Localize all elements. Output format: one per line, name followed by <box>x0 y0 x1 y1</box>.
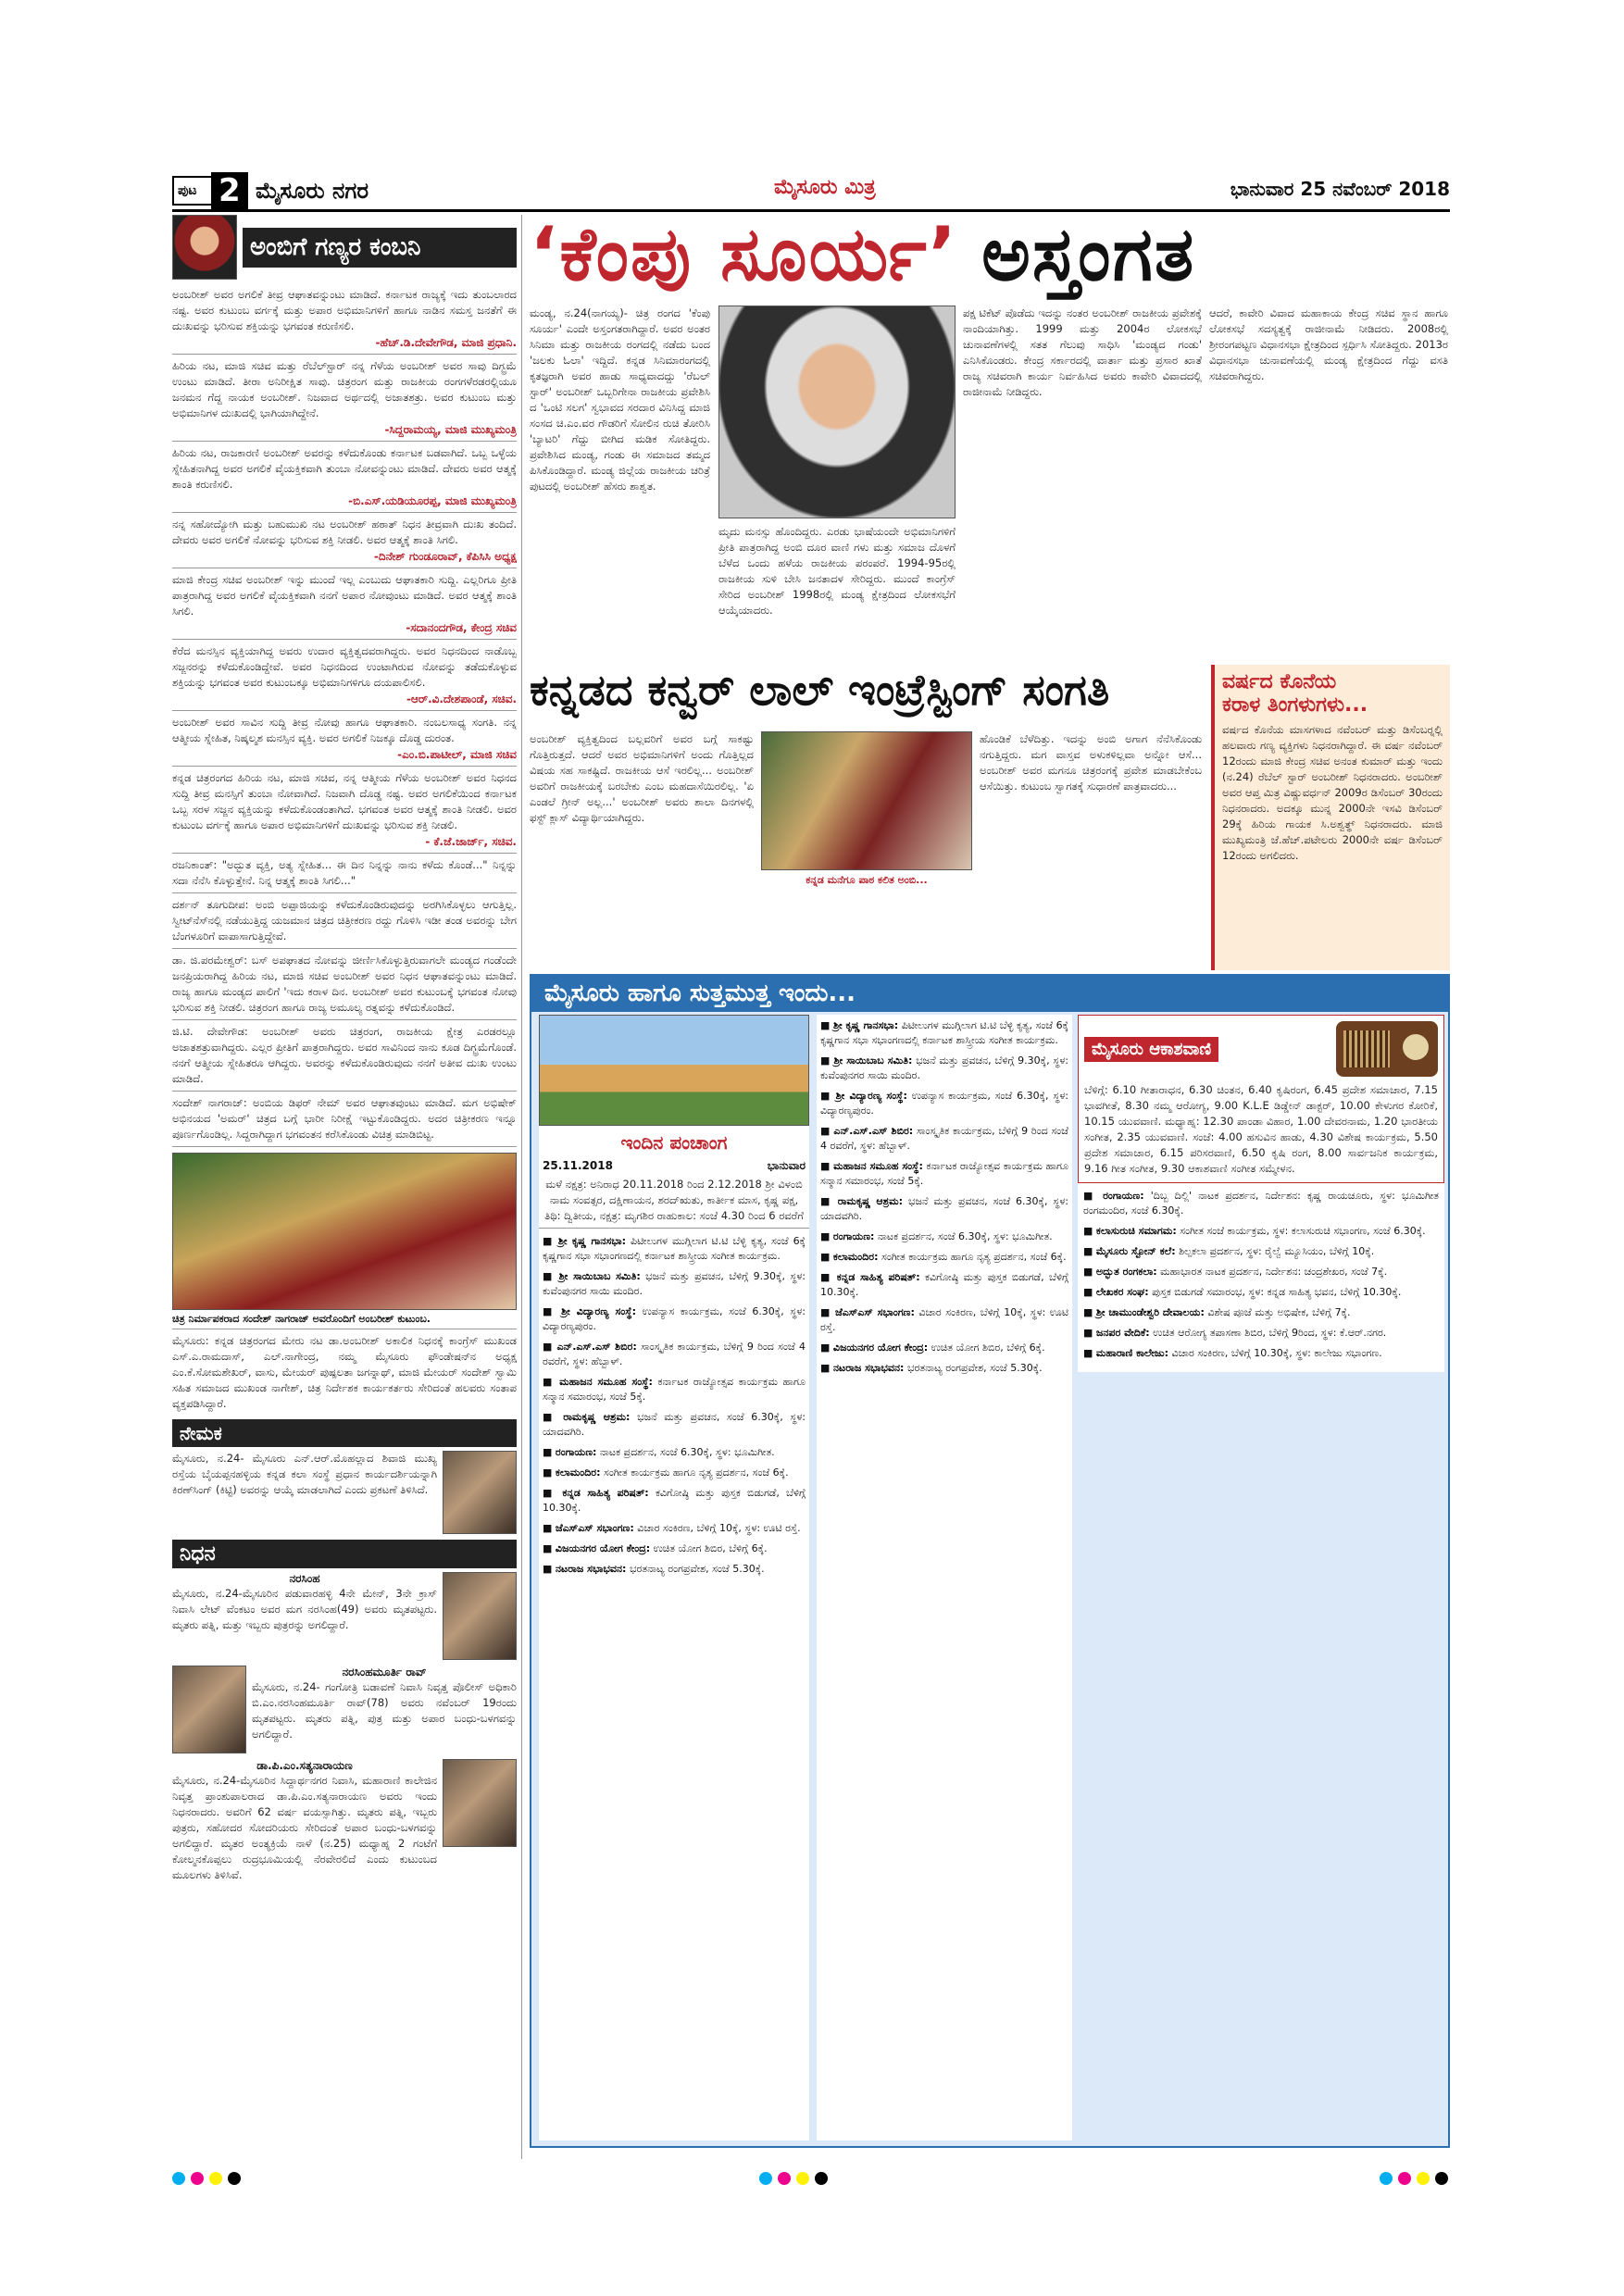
event-text: ಕವಿಗೋಷ್ಠಿ ಮತ್ತು ಪುಸ್ತಕ ಬಿಡುಗಡೆ, ಬೆಳಿಗ್ಗೆ 10.30ಕ್ಕೆ. <box>820 1271 1069 1298</box>
events-column-2 <box>817 1015 1072 2140</box>
event-heading: ಕಲಾಮಂದಿರ: <box>555 1466 601 1479</box>
event-heading: ಕನ್ನಡ ಸಾಹಿತ್ಯ ಪರಿಷತ್: <box>562 1487 649 1499</box>
tribute-item <box>172 711 517 767</box>
radio-column <box>1078 1015 1444 2140</box>
lead-col-d: ಆದರೆ, ಕಾವೇರಿ ವಿವಾದ ಮಹಾಕಾಯ ಕೇಂದ್ರ ಸಚಿವ ಸ್ಥಾನ ಹಾಗೂ ಲೋಕಸಭೆ ಸದಸ್ಯತ್ವಕ್ಕೆ ರಾಜೀನಾಮೆ ನೀಡಿದರು. 2008ರಲ್ಲಿ ಶ್ರೀರಂಗಪಟ್ಟಣ ವಿಧಾನಸಭಾ ಕ್ಷೇತ್ರದಿಂದ ಸ್ಪರ್ಧಿಸಿ ಸೋತಿದ್ದರು. 2013ರ ವಿಧಾನಸಭಾ ಚುನಾವಣೆಯಲ್ಲಿ ಮಂಡ್ಯ ಕ್ಷೇತ್ರದಿಂದ ಗೆದ್ದು ವಸತಿ ಸಚಿವರಾಗಿದ್ದರು. <box>1209 306 1448 382</box>
event-heading: ಜೆಎಸ್‍ಎಸ್ ಸಭಾಂಗಣ: <box>834 1306 915 1318</box>
obituary-2-photo <box>172 1666 246 1753</box>
tribute-text: ಕನ್ನಡ ಚಿತ್ರರಂಗದ ಹಿರಿಯ ನಟ, ಮಾಜಿ ಸಚಿವ, ನನ್ನ ಆತ್ಮೀಯ ಗೆಳೆಯ ಅಂಬರೀಶ್ ಅವರ ನಿಧನದ ಸುದ್ದಿ ತೀವ್ರ ಮನಸ್ಸಿಗೆ ತುಂಬಾ ನೋವಾಗಿದೆ. ನಿಜವಾಗಿ ದೊಡ್ಡ ನಷ್ಟ. ಅವರ ಅಗಲಿಕೆಯಿಂದ ಕರ್ನಾಟಕ ಒಬ್ಬ ಸರಳ ಸಜ್ಜನ ವ್ಯಕ್ತಿಯನ್ನು ಕಳೆದುಕೊಂಡಂತಾಗಿದೆ. ಭಗವಂತ ಅವರ ಆತ್ಮಕ್ಕೆ ಶಾಂತಿ ನೀಡಲಿ. ಅವರ ಕುಟುಂಬ ವರ್ಗಕ್ಕೆ ಹಾಗೂ ಅಪಾರ ಅಭಿಮಾನಿಗಳಿಗೆ ದುಃಖವನ್ನು ಭರಿಸುವ ಶಕ್ತಿ ನೀಡಲಿ. <box>172 771 517 831</box>
event-text: ಶಿಲ್ಪಕಲಾ ಪ್ರದರ್ಶನ, ಸ್ಥಳ: ರೈಲ್ವೆ ಮ್ಯೂಸಿಯಂ, ಬೆಳಿಗ್ಗೆ 10ಕ್ಕೆ. <box>1179 1245 1375 1257</box>
event-heading: ವಿಜಯನಗರ ಯೋಗ ಕೇಂದ್ರ: <box>555 1542 651 1554</box>
tribute-item <box>172 767 517 854</box>
obituary-2-name: ನರಸಿಂಹಮೂರ್ತಿ ರಾವ್ <box>342 1666 427 1678</box>
story2-headline: ಕನ್ನಡದ ಕನ್ವರ್ ಲಾಲ್ ಇಂಟ್ರೆಸ್ಟಿಂಗ್ ಸಂಗತಿ <box>530 665 1110 715</box>
tribute-text: ದರ್ಶನ್ ತೂಗುದೀಪ: ಅಂಬಿ ಅಪ್ಪಾಜಿಯನ್ನು ಕಳೆದುಕೊಂಡಿರುವುದನ್ನು ಅರಗಿಸಿಕೊಳ್ಳಲು ಆಗುತ್ತಿಲ್ಲ. ಸ್ವೀಟ್‍ನೆಸ್‍ನಲ್ಲಿ ನಡೆಯುತ್ತಿದ್ದ ಯಜಮಾನ ಚಿತ್ರದ ಚಿತ್ರೀಕರಣ ರದ್ದು ಗೊಳಿಸಿ ಇಡೀ ತಂಡ ಅವರನ್ನು ಬೇಗ ಬೆಂಗಳೂರಿಗೆ ವಾಪಾಸಾಗುತ್ತಿದ್ದೇವೆ. <box>172 898 517 942</box>
tribute-item <box>172 1092 517 1147</box>
event-heading: ರಂಗಾಯಣ: <box>832 1230 875 1242</box>
event-text: ಕವಿಗೋಷ್ಠಿ ಮತ್ತು ಪುಸ್ತಕ ಬಿಡುಗಡೆ, ಬೆಳಿಗ್ಗೆ 10.30ಕ್ಕೆ. <box>543 1487 806 1514</box>
nemaka-title: ನೇಮಕ <box>172 1419 517 1447</box>
page-number-box <box>172 172 248 209</box>
masthead: ಮೈಸೂರು ಮಿತ್ರ <box>774 176 876 199</box>
tribute-item <box>172 355 517 442</box>
left-column <box>172 215 517 2159</box>
event-heading: ಮಹಾರಾಣಿ ಕಾಲೇಜು: <box>1095 1347 1169 1359</box>
registration-dot <box>1417 2172 1430 2185</box>
tribute-item <box>172 949 517 1020</box>
lead-col-c: ಪಕ್ಷ ಟಿಕೆಟ್ ಪೊಡೆದು ಇದನ್ನು ನಂತರ ಅಂಬರೀಶ್ ರಾಜಕೀಯ ಪ್ರವೇಶಕ್ಕೆ ನಾಂದಿಯಾಗಿತ್ತು. 1999 ಮತ್ತು 2004ರ ಲೋಕಸಭೆ ಚುನಾವಣೆಗಳಲ್ಲಿ ಸತತ ಗೆಲುವು ಸಾಧಿಸಿ 'ಮಂಡ್ಯದ ಗಂಡು' ಎನಿಸಿಕೊಂಡರು. ಕೇಂದ್ರ ಸರ್ಕಾರದಲ್ಲಿ ವಾರ್ತಾ ಮತ್ತು ಪ್ರಸಾರ ಖಾತೆ ರಾಜ್ಯ ಸಚಿವರಾಗಿ ಕಾರ್ಯ ನಿರ್ವಹಿಸಿದ ಅವರು ಕಾವೇರಿ ವಿವಾದದಲ್ಲಿ ರಾಜೀನಾಮೆ ನೀಡಿದ್ದರು. <box>963 306 1202 398</box>
event-heading: ರಂಗಾಯಣ: <box>555 1446 597 1458</box>
event-heading: ರಾಮಕೃಷ್ಣ ಆಶ್ರಮ: <box>837 1195 904 1207</box>
tribute-text: ರಜನಿಕಾಂತ್: "ಅದ್ಭುತ ವ್ಯಕ್ತಿ, ಅತ್ಯ ಸ್ನೇಹಿತ... ಈ ದಿನ ನಿನ್ನನ್ನು ನಾನು ಕಳೆದು ಕೊಂಡೆ..." ನಿನ್ನನ್ನು ಸದಾ ನೆನೆಸಿ ಕೊಳ್ಳುತ್ತೇನೆ. ನಿನ್ನ ಆತ್ಮಕ್ಕೆ ಶಾಂತಿ ಸಿಗಲಿ..." <box>172 858 517 887</box>
tribute-item <box>172 283 517 355</box>
story2-text-b: ಹೊಂಡಿಕೆ ಬೆಳೆದಿತ್ತು. ಇದನ್ನು ಅಂಬಿ ಅಗಾಗ ನೆನೆಸಿಕೊಂಡು ನಗುತ್ತಿದ್ದರು. ಮಗ ವಾಸ್ತವ ಅಳುಕಳಿಲ್ಲವಾ ಅನ್ನೋ ಆಸೆ... ಅಂಬರೀಶ್ ಅವರ ಮಗನೂ ಚಿತ್ರರಂಗಕ್ಕೆ ಪ್ರವೇಶ ಮಾಡಬೇಕೆಂಬ ಆಸೆಯಿತ್ತು. ಕುಟುಂಬ ಸ್ವಾಗತಕ್ಕೆ ಸುಧಾರಣೆ ಪಾತ್ರವಾದರು... <box>980 732 1202 792</box>
tribute-item <box>172 893 517 949</box>
column-divider <box>521 215 522 2159</box>
tributes-list <box>172 283 517 1147</box>
registration-marks-right <box>1380 2171 1454 2189</box>
radio-schedule: ಬೆಳಿಗ್ಗೆ: 6.10 ಗೀತಾರಾಧನ, 6.30 ಚಿಂತನ, 6.40 ಕೃಷಿರಂಗ, 6.45 ಪ್ರದೇಶ ಸಮಾಚಾರ, 7.15 ಭಾವಗೀತೆ, 8.30 ನಮ್ಮ ಆರೋಗ್ಯ, 9.00 K.L.E ಡಿಡ್ಡೇನ್ ಡಾಕ್ಟರ್, 10.00 ಕೇಳುಗರ ಕೋರಿಕೆ, 10.15 ಯುವವಾಣಿ. ಮಧ್ಯಾಹ್ನ: 12.30 ಪಾಂಡಾ ವಿಹಾರ, 1.00 ದೇವರನಾಮ, 1.20 ಭಾರತೀಯ ಸಂಗೀತ, 2.35 ಯುವವಾಣಿ. ಸಂಜೆ: 4.00 ಹಸುವಿನ ಹಾಡು, 4.30 ವಿಶೇಷ ಕಾರ್ಯಕ್ರಮ, 5.50 ಪ್ರದೇಶ ಸಮಾಚಾರ, 6.15 ಪರಿಸರವಾಣಿ, 6.50 ಕೃಷಿ ರಂಗ, 8.00 ಸಾರ್ವಜನಿಕ ಕಾರ್ಯಕ್ರಮ, 9.16 ಗೀತ ಸಂಗೀತ, 9.30 ಆಕಾಶವಾಣಿ ಸಂಗೀತ ಸಮ್ಮೇಳನ. <box>1084 1083 1438 1175</box>
event-text: ನಾಟಕ ಪ್ರದರ್ಶನ, ಸಂಜೆ 6.30ಕ್ಕೆ, ಸ್ಥಳ: ಭೂಮಿಗೀತ. <box>877 1230 1053 1242</box>
event-item: ■ ಜೆಎಸ್‍ಎಸ್ ಸಭಾಂಗಣ: ವಿಚಾರ ಸಂಕಿರಣ, ಬೆಳಿಗ್ಗೆ 10ಕ್ಕೆ, ಸ್ಥಳ: ಊಟಿ ರಸ್ತೆ. <box>820 1306 1069 1333</box>
page-word: ಪುಟ <box>178 183 197 198</box>
event-item: ■ ಮಹಾರಾಣಿ ಕಾಲೇಜು: ವಿಚಾರ ಸಂಕಿರಣ, ಬೆಳಿಗ್ಗೆ 10.30ಕ್ಕೆ, ಸ್ಥಳ: ಕಾಲೇಜು ಸಭಾಂಗಣ. <box>1083 1347 1382 1359</box>
registration-dot <box>778 2172 791 2185</box>
section-title: ಮೈಸೂರು ನಗರ <box>256 178 369 204</box>
panchanga-weekday: ಭಾನುವಾರ <box>767 1159 806 1172</box>
event-heading: ರಾಮಕೃಷ್ಣ ಆಶ್ರಮ: <box>563 1411 631 1423</box>
event-text: ಸಾಂಸ್ಕೃತಿಕ ಕಾರ್ಯಕ್ರಮ, ಬೆಳಿಗ್ಗೆ 9 ರಿಂದ ಸಂಜೆ 4 ರವರೆಗೆ, ಸ್ಥಳ: ಹೆಬ್ಬಾಳ್. <box>543 1341 806 1367</box>
event-heading: ನಟರಾಜ ಸಭಾಭವನ: <box>832 1362 905 1374</box>
registration-dot <box>1380 2172 1393 2185</box>
registration-dot <box>1398 2172 1411 2185</box>
event-heading: ಶ್ರೀ ಕೃಷ್ಣ ಗಾನಸಭಾ: <box>557 1235 627 1247</box>
radio-box <box>1078 1015 1444 1183</box>
obituary-1-text: ಮೈಸೂರು, ನ.24-ಮೈಸೂರಿನ ಪಡುವಾರಹಳ್ಳಿ 4ನೇ ಮೇನ್, 3ನೇ ಕ್ರಾಸ್ ನಿವಾಸಿ ಲೇಟ್ ವೆಂಕಟಂ ಅವರ ಮಗ ನರಸಿಂಹ(49) ಅವರು ಮೃತಪಟ್ಟರು. ಮೃತರು ಪತ್ನಿ, ಮತ್ತು ಇಬ್ಬರು ಪುತ್ರರನ್ನು ಅಗಲಿದ್ದಾರೆ. <box>172 1587 437 1631</box>
event-item: ■ ಕಲಾಸುರುಚಿ ಸಮಾಗಮ: ಸಂಗೀತ ಸಂಜೆ ಕಾರ್ಯಕ್ರಮ, ಸ್ಥಳ: ಕಲಾಸುರುಚಿ ಸಭಾಂಗಣ, ಸಂಜೆ 6.30ಕ್ಕೆ. <box>1083 1225 1426 1237</box>
event-text: ಮಹಾಭಾರತ ನಾಟಕ ಪ್ರದರ್ಶನ, ನಿರ್ದೇಶನ: ಚಂದ್ರಶೇಖರ, ಸಂಜೆ 7ಕ್ಕೆ. <box>1160 1266 1388 1278</box>
event-item: ■ ಲೇಖಕರ ಸಂಘ: ಪುಸ್ತಕ ಬಿಡುಗಡೆ ಸಮಾರಂಭ, ಸ್ಥಳ: ಕನ್ನಡ ಸಾಹಿತ್ಯ ಭವನ, ಬೆಳಿಗ್ಗೆ 10.30ಕ್ಕೆ. <box>1083 1286 1402 1298</box>
event-text: ವಿಚಾರ ಸಂಕಿರಣ, ಬೆಳಿಗ್ಗೆ 10ಕ್ಕೆ, ಸ್ಥಳ: ಊಟಿ ರಸ್ತೆ. <box>820 1306 1069 1333</box>
tribute-text: ಸಂದೇಶ್ ನಾಗರಾಜ್: ಅಂಬಿಯ ಡಿಫರ್ ನೇಮ್ ಅವರ ಆಘಾತವುಂಟು ಮಾಡಿದೆ. ಮಗ ಅಭಿಷೇಕ್ ಅಭಿನಯದ 'ಅಮರ್' ಚಿತ್ರದ ಬಗ್ಗೆ ಭಾರೀ ನಿರೀಕ್ಷೆ ಇಟ್ಟುಕೊಂಡಿದ್ದರು. ಅದರ ಚಿತ್ರೀಕರಣ ಇನ್ನೂ ಪೂರ್ಣಗೊಂಡಿಲ್ಲ. ಸಿದ್ದರಾಗಿದ್ದಾಗ ಭಗವಂತನ ಕರೆಸಿಕೊಂಡು ವಿಚಿತ್ರ ಮಾಡಿಬಿಟ್ಟ. <box>172 1096 517 1141</box>
event-heading: ಶ್ರೀ ಚಾಮುಂಡೇಶ್ವರಿ ದೇವಾಲಯ: <box>1095 1306 1205 1318</box>
story2-photo <box>761 731 972 870</box>
obituary-3-name: ಡಾ.ಪಿ.ಎಂ.ಸತ್ಯನಾರಾಯಣ <box>256 1759 353 1772</box>
varsha-title-a: ವರ್ಷದ ಕೊನೆಯ <box>1222 670 1337 693</box>
event-heading: ಮೈಸೂರು ಸ್ಟೋನ್ ಕಲೆ: <box>1095 1245 1176 1257</box>
registration-marks-left <box>172 2171 246 2189</box>
tribute-item <box>172 640 517 711</box>
event-text: ಭಜನೆ ಮತ್ತು ಪ್ರವಚನ, ಸಂಜೆ 6.30ಕ್ಕೆ, ಸ್ಥಳ: ಯಾದವಗಿರಿ. <box>543 1411 806 1438</box>
panchanga-title: ಇಂದಿನ ಪಂಚಾಂಗ <box>620 1131 728 1154</box>
event-item: ■ ರಂಗಾಯಣ: ನಾಟಕ ಪ್ರದರ್ಶನ, ಸಂಜೆ 6.30ಕ್ಕೆ, ಸ್ಥಳ: ಭೂಮಿಗೀತ. <box>543 1446 775 1458</box>
lead-col-b: ಮೃದು ಮನಸ್ಸು ಹೊಂದಿದ್ದರು. ಎರಡು ಭಾಷೆಯಂದೇ ಅಭಿಮಾನಿಗಳಿಗೆ ಪ್ರೀತಿ ಪಾತ್ರರಾಗಿದ್ದ ಅಂಬಿ ದೂರ ವಾಣಿ ಗಳು ಮತ್ತು ಸಮಾಜ ದೊಳಗೆ ಬೆಳೆದ ಒಂದು ಹಳೆಯ ರಾಜಕೀಯ ಪರಂಪರೆ. 1994-95ರಲ್ಲಿ ರಾಜಕೀಯ ಸುಳಿ ಬೇಸಿ ಜನತಾದಳ ಸೇರಿದ್ದರು. ಮುಂದೆ ಕಾಂಗ್ರೆಸ್ ಸೇರಿದ ಅಂಬರೀಶ್ 1998ರಲ್ಲಿ ಮಂಡ್ಯ ಕ್ಷೇತ್ರದಿಂದ ಲೋಕಸಭೆಗೆ ಆಯ್ಕೆಯಾದರು. <box>718 525 956 617</box>
event-text: ಸಾಂಸ್ಕೃತಿಕ ಕಾರ್ಯಕ್ರಮ, ಬೆಳಿಗ್ಗೆ 9 ರಿಂದ ಸಂಜೆ 4 ರವರೆಗೆ, ಸ್ಥಳ: ಹೆಬ್ಬಾಳ್. <box>820 1125 1068 1152</box>
event-item: ■ ಎನ್.ಎಸ್.ಎಸ್ ಶಿಬಿರ: ಸಾಂಸ್ಕೃತಿಕ ಕಾರ್ಯಕ್ರಮ, ಬೆಳಿಗ್ಗೆ 9 ರಿಂದ ಸಂಜೆ 4 ರವರೆಗೆ, ಸ್ಥಳ: ಹೆಬ್ಬಾಳ್. <box>543 1341 806 1367</box>
registration-dot <box>759 2172 772 2185</box>
event-heading: ಮಹಾಜನ ಸಮೂಹ ಸಂಸ್ಥೆ: <box>833 1160 923 1172</box>
ambarish-portrait <box>172 215 237 280</box>
lead-headline-quote: ‘ಕೆಂಪು ಸೂರ್ಯ’ <box>530 211 959 297</box>
event-item: ■ ಕನ್ನಡ ಸಾಹಿತ್ಯ ಪರಿಷತ್: ಕವಿಗೋಷ್ಠಿ ಮತ್ತು ಪುಸ್ತಕ ಬಿಡುಗಡೆ, ಬೆಳಿಗ್ಗೆ 10.30ಕ್ಕೆ. <box>543 1487 806 1514</box>
event-item: ■ ನಟರಾಜ ಸಭಾಭವನ: ಭರತನಾಟ್ಯ ರಂಗಪ್ರವೇಶ, ಸಂಜೆ 5.30ಕ್ಕೆ. <box>543 1563 765 1575</box>
event-text: ಸಂಗೀತ ಕಾರ್ಯಕ್ರಮ ಹಾಗೂ ನೃತ್ಯ ಪ್ರದರ್ಶನ, ಸಂಜೆ 6ಕ್ಕೆ. <box>881 1251 1067 1263</box>
radio-icon <box>1336 1021 1438 1077</box>
tribute-text: ಕೆರೆದ ಮನಸ್ಸಿನ ವ್ಯಕ್ತಿಯಾಗಿದ್ದ ಅವರು ಉದಾರ ವ್ಯಕ್ತಿತ್ವದವರಾಗಿದ್ದರು. ಅವರ ನಿಧನದಿಂದ ನಾಡೊಬ್ಬ ಸಜ್ಜನರನ್ನು ಕಳೆದುಕೊಂಡಿದ್ದೇವೆ. ಅವರ ನಿಧನದಿಂದ ಉಂಟಾಗಿರುವ ನೋವನ್ನು ತಡೆದುಕೊಳ್ಳುವ ಶಕ್ತಿಯನ್ನು ಭಗವಂತ ಅವರ ಕುಟುಂಬಕ್ಕೂ ಅಭಿಮಾನಿಗಳಿಗೂ ದಯಪಾಲಿಸಲಿ. <box>172 644 517 689</box>
event-heading: ಲೇಖಕರ ಸಂಘ: <box>1095 1286 1149 1298</box>
varsha-text: ವರ್ಷದ ಕೊನೆಯ ಮಾಸಗಳಾದ ನವೆಂಬರ್ ಮತ್ತು ಡಿಸೆಂಬರ್‍ನಲ್ಲಿ ಹಲವಾರು ಗಣ್ಯ ವ್ಯಕ್ತಿಗಳು ನಿಧನರಾಗಿದ್ದಾರೆ. ಈ ವರ್ಷ ನವೆಂಬರ್ 12ರಂದು ಮಾಜಿ ಕೇಂದ್ರ ಸಚಿವ ಅನಂತ ಕುಮಾರ್ ಮತ್ತು ಇಂದು (ನ.24) ರೆಬೆಲ್ ಸ್ಟಾರ್ ಅಂಬರೀಶ್ ನಿಧನರಾದರು. ಅಂಬರೀಶ್ ಅವರ ಆಪ್ತ ಮಿತ್ರ ವಿಷ್ಣುವರ್ಧನ್ 2009ರ ಡಿಸೆಂಬರ್ 30ರಂದು ನಿಧನರಾದರು. ಅದಕ್ಕೂ ಮುನ್ನ 2000ನೇ ಇಸವಿ ಡಿಸೆಂಬರ್ 29ಕ್ಕೆ ಹಿರಿಯ ಗಾಯಕ ಸಿ.ಅಶ್ವತ್ಥ್ ನಿಧನರಾದರು. ಮಾಜಿ ಮುಖ್ಯಮಂತ್ರಿ ಜೆ.ಹೆಚ್.ಪಟೇಲರು 2000ನೇ ವರ್ಷ ಡಿಸೆಂಬರ್ 12ರಂದು ಅಗಲಿದರು. <box>1222 723 1443 862</box>
radio-title: ಮೈಸೂರು ಆಕಾಶವಾಣಿ <box>1084 1037 1218 1062</box>
event-item: ■ ನಟರಾಜ ಸಭಾಭವನ: ಭರತನಾಟ್ಯ ರಂಗಪ್ರವೇಶ, ಸಂಜೆ 5.30ಕ್ಕೆ. <box>820 1362 1043 1374</box>
registration-dot <box>191 2172 204 2185</box>
event-text: ಭಜನೆ ಮತ್ತು ಪ್ರವಚನ, ಬೆಳಿಗ್ಗೆ 9.30ಕ್ಕೆ, ಸ್ಥಳ: ಕುವೆಂಪುನಗರ ಸಾಯಿ ಮಂದಿರ. <box>543 1270 806 1297</box>
page-header <box>172 172 1450 209</box>
event-item: ■ ಅದ್ಭುತ ರಂಗಕಲಾ: ಮಹಾಭಾರತ ನಾಟಕ ಪ್ರದರ್ಶನ, ನಿರ್ದೇಶನ: ಚಂದ್ರಶೇಖರ, ಸಂಜೆ 7ಕ್ಕೆ. <box>1083 1266 1388 1278</box>
event-item: ■ ರಂಗಾಯಣ: 'ದಿಬ್ಬ ದಿಲ್ಲಿ' ನಾಟಕ ಪ್ರದರ್ಶನ, ನಿರ್ದೇಶನ: ಕೃಷ್ಣ ರಾಯಚೂರು, ಸ್ಥಳ: ಭೂಮಿಗೀತ ರಂಗಮಂದಿರ, ಸಂಜೆ 6.30ಕ್ಕೆ. <box>1083 1190 1440 1217</box>
obituary-3-photo <box>443 1759 517 1847</box>
event-item: ■ ರಾಮಕೃಷ್ಣ ಆಶ್ರಮ: ಭಜನೆ ಮತ್ತು ಪ್ರವಚನ, ಸಂಜೆ 6.30ಕ್ಕೆ, ಸ್ಥಳ: ಯಾದವಗಿರಿ. <box>820 1195 1069 1222</box>
event-heading: ಅದ್ಭುತ ರಂಗಕಲಾ: <box>1095 1266 1157 1278</box>
varsha-box <box>1211 665 1450 970</box>
tribute-text: ಜಿ.ಟಿ. ದೇವೇಗೌಡ: ಅಂಬರೀಶ್ ಅವರು ಚಿತ್ರರಂಗ, ರಾಜಕೀಯ ಕ್ಷೇತ್ರ ಎರಡರಲ್ಲೂ ಅಜಾತಶತ್ರುವಾಗಿದ್ದರು. ಎಲ್ಲರ ಪ್ರೀತಿಗೆ ಪಾತ್ರರಾಗಿದ್ದರು. ಅವರ ಸಾವಿನಿಂದ ನಾನು ಕೂಡ ದಿಗ್ಭ್ರಮೆಗೊಂಡೆ. ನನಗೆ ಆತ್ಮೀಯ ಸ್ನೇಹಿತರೂ ಆಗಿದ್ದರು. ಅವರನ್ನು ಕಳೆದುಕೊಂಡಿರುವುದು ನನಗೆ ಅತೀವ ದುಃಖ ಉಂಟು ಮಾಡಿದೆ. <box>172 1025 517 1085</box>
event-text: ಭರತನಾಟ್ಯ ರಂಗಪ್ರವೇಶ, ಸಂಜೆ 5.30ಕ್ಕೆ. <box>629 1563 765 1575</box>
tribute-item <box>172 568 517 640</box>
family-photo <box>172 1153 517 1310</box>
panchanga-column <box>539 1015 809 2140</box>
registration-dot <box>172 2172 185 2185</box>
mysuru-today-banner: ಮೈಸೂರು ಹಾಗೂ ಸುತ್ತಮುತ್ತ ಇಂದು... <box>531 976 1448 1012</box>
event-item: ■ ಜನಪರ ವೇದಿಕೆ: ಉಚಿತ ಆರೋಗ್ಯ ತಪಾಸಣಾ ಶಿಬಿರ, ಬೆಳಿಗ್ಗೆ 9ರಿಂದ, ಸ್ಥಳ: ಕೆ.ಆರ್.ನಗರ. <box>1083 1327 1387 1339</box>
event-heading: ಎನ್.ಎಸ್.ಎಸ್ ಶಿಬಿರ: <box>833 1125 914 1137</box>
tribute-text: ನನ್ನ ಸಹೋದ್ಯೋಗಿ ಮತ್ತು ಬಹುಮುಖಿ ನಟ ಅಂಬರೀಶ್ ಹಠಾತ್ ನಿಧನ ತೀವ್ರವಾಗಿ ದುಃಖ ತಂದಿದೆ. ದೇವರು ಅವರ ಅಗಲಿಕೆ ನೋವನ್ನು ಭರಿಸುವ ಶಕ್ತಿ ನೀಡಲಿ. ಅವರ ಆತ್ಮಕ್ಕೆ ಶಾಂತಿ ಸಿಗಲಿ. <box>172 518 517 546</box>
nidhana-title: ನಿಧನ <box>172 1540 517 1568</box>
event-heading: ರಂಗಾಯಣ: <box>1103 1190 1144 1202</box>
condolence-list: ಮೈಸೂರು: ಕನ್ನಡ ಚಿತ್ರರಂಗದ ಮೇರು ನಟ ಡಾ.ಅಂಬರೀಶ್ ಅಕಾಲಿಕ ನಿಧನಕ್ಕೆ ಕಾಂಗ್ರೆಸ್ ಮುಖಂಡ ಎಸ್.ಎ.ರಾಮದಾಸ್, ಎಲ್.ನಾಗೇಂದ್ರ, ನಮ್ಮ ಮೈಸೂರು ಫೌಂಡೇಷನ್‍ನ ಅಧ್ಯಕ್ಷ ಎಂ.ಕೆ.ಸೋಮಶೇಖರ್, ವಾಸು, ಮೇಯರ್ ಪುಷ್ಪಲತಾ ಜಗನ್ನಾಥ್, ಮಾಜಿ ಮೇಯರ್ ಸಂದೇಶ್ ಸ್ವಾಮಿ ಸಹಿತ ಸಮಾಜದ ಮುಖಂಡ ನಾಗೇಶ್, ಚಿತ್ರ ನಿರ್ದೇಶಕ ಕಾರ್ಯಕರ್ತರು ಸೇರಿದಂತೆ ಹಲವರು ಸಂತಾಪ ವ್ಯಕ್ತಪಡಿಸಿದ್ದಾರೆ. <box>172 1334 517 1410</box>
event-item: ■ ಶ್ರೀ ಸಾಯಿಬಾಬ ಸಮಿತಿ: ಭಜನೆ ಮತ್ತು ಪ್ರವಚನ, ಬೆಳಿಗ್ಗೆ 9.30ಕ್ಕೆ, ಸ್ಥಳ: ಕುವೆಂಪುನಗರ ಸಾಯಿ ಮಂದಿರ. <box>543 1270 806 1297</box>
events-list-2 <box>820 1018 1068 1376</box>
obituary-2-text: ಮೈಸೂರು, ನ.24- ಗಂಗೋತ್ರಿ ಬಡಾವಣೆ ನಿವಾಸಿ ನಿವೃತ್ತ ಪೊಲೀಸ್ ಅಧಿಕಾರಿ ಬಿ.ಎಂ.ನರಸಿಂಹಮೂರ್ತಿ ರಾವ್(78) ಅವರು ನವೆಂಬರ್ 19ರಂದು ಮೃತಪಟ್ಟರು. ಮೃತರು ಪತ್ನಿ, ಪುತ್ರ ಮತ್ತು ಅಪಾರ ಬಂಧು-ಬಳಗವನ್ನು ಅಗಲಿದ್ದಾರೆ. <box>252 1680 517 1741</box>
event-heading: ಎನ್.ಎಸ್.ಎಸ್ ಶಿಬಿರ: <box>556 1341 637 1353</box>
registration-dot <box>1435 2172 1448 2185</box>
event-text: ಪಿಟೀಲುಗಳ ಮುಗ್ಗಿಲಾಗ ಟಿ.ಟಿ ಬೆಳ್ಳಿ ಕೃತ್ಯ, ಸಂಜೆ 6ಕ್ಕೆ ಕೃಷ್ಣಗಾನ ಸಭಾ ಸಭಾಂಗಣದಲ್ಲಿ ಕರ್ನಾಟಕ ಶಾಸ್ತ್ರೀಯ ಸಂಗೀತ ಕಾರ್ಯಕ್ರಮ. <box>820 1019 1068 1046</box>
event-text: ಪುಸ್ತಕ ಬಿಡುಗಡೆ ಸಮಾರಂಭ, ಸ್ಥಳ: ಕನ್ನಡ ಸಾಹಿತ್ಯ ಭವನ, ಬೆಳಿಗ್ಗೆ 10.30ಕ್ಕೆ. <box>1152 1286 1402 1298</box>
registration-dot <box>796 2172 809 2185</box>
event-text: ಉಚಿತ ಆರೋಗ್ಯ ತಪಾಸಣಾ ಶಿಬಿರ, ಬೆಳಿಗ್ಗೆ 9ರಿಂದ, ಸ್ಥಳ: ಕೆ.ಆರ್.ನಗರ. <box>1153 1327 1387 1339</box>
tribute-signature: -ದಿನೇಶ್ ಗುಂಡೂರಾವ್, ಕೆಪಿಸಿಸಿ ಅಧ್ಯಕ್ಷ <box>373 550 517 563</box>
tributes-header <box>172 215 517 280</box>
palace-photo <box>539 1015 809 1126</box>
panchanga-date: 25.11.2018 <box>543 1159 613 1172</box>
event-text: ವಿಚಾರ ಸಂಕಿರಣ, ಬೆಳಿಗ್ಗೆ 10ಕ್ಕೆ, ಸ್ಥಳ: ಊಟಿ ರಸ್ತೆ. <box>637 1522 801 1534</box>
event-heading: ಶ್ರೀ ಸಾಯಿಬಾಬ ಸಮಿತಿ: <box>558 1270 641 1282</box>
tribute-text: ಮಾಜಿ ಕೇಂದ್ರ ಸಚಿವ ಅಂಬರೀಶ್ ಇನ್ನು ಮುಂದೆ ಇಲ್ಲ ಎಂಬುದು ಆಘಾತಕಾರಿ ಸುದ್ದಿ. ಎಲ್ಲರಿಗೂ ಪ್ರೀತಿ ಪಾತ್ರರಾಗಿದ್ದ ಅವರ ಅಗಲಿಕೆ ವೈಯಕ್ತಿಕವಾಗಿ ನನಗೆ ಅಪಾರ ನೋವುಂಟು ಮಾಡಿದೆ. ಅವರ ಆತ್ಮಕ್ಕೆ ಶಾಂತಿ ಸಿಗಲಿ. <box>172 573 517 618</box>
family-photo-caption: ಚಿತ್ರ ನಿರ್ಮಾಪಕರಾದ ಸಂದೇಶ್ ನಾಗರಾಜ್ ಅವರೊಂದಿಗೆ ಅಂಬರೀಶ್ ಕುಟುಂಬ. <box>172 1310 517 1329</box>
event-text: ಭರತನಾಟ್ಯ ರಂಗಪ್ರವೇಶ, ಸಂಜೆ 5.30ಕ್ಕೆ. <box>906 1362 1043 1374</box>
event-item: ■ ಕಲಾಮಂದಿರ: ಸಂಗೀತ ಕಾರ್ಯಕ್ರಮ ಹಾಗೂ ನೃತ್ಯ ಪ್ರದರ್ಶನ, ಸಂಜೆ 6ಕ್ಕೆ. <box>543 1466 789 1479</box>
event-text: ಉಪನ್ಯಾಸ ಕಾರ್ಯಕ್ರಮ, ಸಂಜೆ 6.30ಕ್ಕೆ, ಸ್ಥಳ: ವಿದ್ಯಾರಣ್ಯಪುರಂ. <box>543 1305 806 1332</box>
tributes-title: ಅಂಬಿಗೆ ಗಣ್ಯರ ಕಂಬನಿ <box>243 228 517 268</box>
story2-text-a: ಅಂಬರೀಶ್ ವ್ಯಕ್ತಿತ್ವದಿಂದ ಬಲ್ಲವರಿಗೆ ಅವರ ಬಗ್ಗೆ ಸಾಕಷ್ಟು ಗೊತ್ತಿರುತ್ತದೆ. ಆದರೆ ಅವರ ಅಭಿಮಾನಿಗಳಿಗೆ ಅಂದು ಗೊತ್ತಿಲ್ಲದ ವಿಷಯ ಸಹ ಸಾಕಷ್ಟಿದೆ. ರಾಜಕೀಯ ಆಸೆ ಇರಲಿಲ್ಲ... ಅಂಬರೀಶ್ ಅವರಿಗೆ ರಾಜಕೀಯಕ್ಕೆ ಬರಬೇಕು ಎಂಬ ಮಹದಾಸೆಯಿರಲಿಲ್ಲ. 'ಏ ಎಂಡಲೆ ಗ್ರೀನ್ ಅಲ್ಲ...' ಅಂಬರೀಶ್ ಅವರು ಶಾಲಾ ದಿನಗಳಲ್ಲಿ ಫಸ್ಟ್ ಕ್ಲಾಸ್ ವಿದ್ಯಾರ್ಥಿಯಾಗಿದ್ದರು. <box>530 732 754 824</box>
event-item: ■ ಕಲಾಮಂದಿರ: ಸಂಗೀತ ಕಾರ್ಯಕ್ರಮ ಹಾಗೂ ನೃತ್ಯ ಪ್ರದರ್ಶನ, ಸಂಜೆ 6ಕ್ಕೆ. <box>820 1251 1067 1263</box>
tribute-signature: -ಆರ್.ವಿ.ದೇಶಪಾಂಡೆ, ಸಚಿವ. <box>406 693 517 705</box>
event-heading: ಜೆಎಸ್‍ಎಸ್ ಸಭಾಂಗಣ: <box>555 1522 634 1534</box>
event-item: ■ ಶ್ರೀ ಚಾಮುಂಡೇಶ್ವರಿ ದೇವಾಲಯ: ವಿಶೇಷ ಪೂಜೆ ಮತ್ತು ಅಭಿಷೇಕ, ಬೆಳಿಗ್ಗೆ 7ಕ್ಕೆ. <box>1083 1306 1351 1318</box>
tribute-text: ಅಂಬರೀಶ್ ಅವರ ಸಾವಿನ ಸುದ್ದಿ ತೀವ್ರ ನೋವು ಹಾಗೂ ಆಘಾತಕಾರಿ. ನಂಬಲಸಾಧ್ಯ ಸಂಗತಿ. ನನ್ನ ಆತ್ಮೀಯ ಸ್ನೇಹಿತ, ನಿಷ್ಕಲ್ಮಶ ಮನಸ್ಸಿನ ವ್ಯಕ್ತಿ. ಅವರ ಅಗಲಿಕೆ ನಿಜಕ್ಕೂ ದೊಡ್ಡ ದುರಂತ. <box>172 716 517 744</box>
event-text: ಕರ್ನಾಟಕ ರಾಜ್ಯೋತ್ಸವ ಕಾರ್ಯಕ್ರಮ ಹಾಗೂ ಸನ್ಮಾನ ಸಮಾರಂಭ, ಸಂಜೆ 5ಕ್ಕೆ. <box>820 1160 1068 1187</box>
tribute-text: ಅಂಬರೀಶ್ ಅವರ ಅಗಲಿಕೆ ತೀವ್ರ ಆಘಾತವನ್ನುಂಟು ಮಾಡಿದೆ. ಕರ್ನಾಟಕ ರಾಜ್ಯಕ್ಕೆ ಇದು ತುಂಬಲಾರದ ನಷ್ಟ. ಅವರ ಕುಟುಂಬ ವರ್ಗಕ್ಕೆ ಮತ್ತು ಅಪಾರ ಅಭಿಮಾನಿಗಳಿಗೆ ಹಾಗೂ ನಾಡಿನ ಸಮಸ್ತ ಜನತೆಗೆ ಈ ದುಃಖವನ್ನು ಭರಿಸುವ ಶಕ್ತಿಯನ್ನು ಭಗವಂತ ಕರುಣಿಸಲಿ. <box>172 288 517 332</box>
event-heading: ಶ್ರೀ ಸಾಯಿಬಾಬ ಸಮಿತಿ: <box>833 1054 913 1067</box>
tribute-item <box>172 854 517 893</box>
event-text: ಪಿಟೀಲುಗಳ ಮುಗ್ಗಿಲಾಗ ಟಿ.ಟಿ ಬೆಳ್ಳಿ ಕೃತ್ಯ, ಸಂಜೆ 6ಕ್ಕೆ ಕೃಷ್ಣಗಾನ ಸಭಾ ಸಭಾಂಗಣದಲ್ಲಿ ಕರ್ನಾಟಕ ಶಾಸ್ತ್ರೀಯ ಸಂಗೀತ ಕಾರ್ಯಕ್ರಮ. <box>543 1235 806 1262</box>
event-heading: ಕಲಾಸುರುಚಿ ಸಮಾಗಮ: <box>1095 1225 1177 1237</box>
registration-dot <box>228 2172 241 2185</box>
kiran-singh-photo <box>443 1451 517 1534</box>
event-text: ಭಜನೆ ಮತ್ತು ಪ್ರವಚನ, ಬೆಳಿಗ್ಗೆ 9.30ಕ್ಕೆ, ಸ್ಥಳ: ಕುವೆಂಪುನಗರ ಸಾಯಿ ಮಂದಿರ. <box>820 1054 1069 1081</box>
event-heading: ಕಲಾಮಂದಿರ: <box>832 1251 879 1263</box>
event-text: ಭಜನೆ ಮತ್ತು ಪ್ರವಚನ, ಸಂಜೆ 6.30ಕ್ಕೆ, ಸ್ಥಳ: ಯಾದವಗಿರಿ. <box>820 1195 1069 1222</box>
event-text: ನಾಟಕ ಪ್ರದರ್ಶನ, ಸಂಜೆ 6.30ಕ್ಕೆ, ಸ್ಥಳ: ಭೂಮಿಗೀತ. <box>599 1446 775 1458</box>
tribute-signature: -ಎಂ.ಬಿ.ಪಾಟೀಲ್, ಮಾಜಿ ಸಚಿವ <box>397 748 517 761</box>
nemaka-text: ಮೈಸೂರು, ನ.24- ಮೈಸೂರು ಎನ್.ಆರ್.ಮೊಹಲ್ಲಾದ ಶಿವಾಜಿ ಮುಖ್ಯ ರಸ್ತೆಯ ಬೈಯಪ್ಪನಹಳ್ಳಿಯ ಕನ್ನಡ ಕಲಾ ಸಂಸ್ಥೆ ಪ್ರಧಾನ ಕಾರ್ಯದರ್ಶಿಯನ್ನಾಗಿ ಕಿರಣ್‍ಸಿಂಗ್ (ಕಿಟ್ಟಿ) ಅವರನ್ನು ಆಯ್ಕೆ ಮಾಡಲಾಗಿದೆ ಎಂದು ಪ್ರಕಟಣೆ ತಿಳಿಸಿದೆ. <box>172 1452 437 1496</box>
event-item: ■ ವಿಜಯನಗರ ಯೋಗ ಕೇಂದ್ರ: ಉಚಿತ ಯೋಗ ಶಿಬಿರ, ಬೆಳಿಗ್ಗೆ 6ಕ್ಕೆ. <box>820 1341 1045 1354</box>
event-item: ■ ಶ್ರೀ ವಿದ್ಯಾರಣ್ಯ ಸಂಸ್ಥೆ: ಉಪನ್ಯಾಸ ಕಾರ್ಯಕ್ರಮ, ಸಂಜೆ 6.30ಕ್ಕೆ, ಸ್ಥಳ: ವಿದ್ಯಾರಣ್ಯಪುರಂ. <box>820 1090 1068 1117</box>
tribute-signature: -ಬಿ.ಎಸ್.ಯಡಿಯೂರಪ್ಪ, ಮಾಜಿ ಮುಖ್ಯಮಂತ್ರಿ <box>348 494 517 507</box>
events-list-3 <box>1078 1183 1444 1372</box>
tribute-text: ಡಾ. ಜಿ.ಪರಮೇಶ್ವರ್: ಬಸ್ ಅಪಘಾತದ ನೋವನ್ನು ಜೀರ್ಣಿಸಿಕೊಳ್ಳುತ್ತಿರುವಾಗಲೇ ಮಂಡ್ಯದ ಗಂಡೆಂದೇ ಜನಪ್ರಿಯರಾಗಿದ್ದ ಹಿರಿಯ ನಟ, ಮಾಜಿ ಸಚಿವ ಅಂಬರೀಶ್ ಅವರ ನಿಧನ ಆಘಾತವನ್ನುಂಟು ಮಾಡಿದೆ. ರಾಜ್ಯ ಹಾಗೂ ಮಂಡ್ಯದ ಪಾಲಿಗೆ 'ಇದು ಕರಾಳ ದಿನ. ಅಂಬರೀಶ್ ಅವರ ಕುಟುಂಬಕ್ಕೆ ಭಗವಂತ ನೋವು ಭರಿಸುವ ಶಕ್ತಿ ನೀಡಲಿ. ಚಿತ್ರರಂಗ ಹಾಗೂ ರಾಜ್ಯ ಅಮೂಲ್ಯ ರತ್ನವನ್ನು ಕಳೆದುಕೊಂಡಿದೆ. <box>172 954 517 1014</box>
tribute-text: ಹಿರಿಯ ನಟ, ರಾಜಕಾರಣಿ ಅಂಬರೀಶ್ ಅವರನ್ನು ಕಳೆದುಕೊಂಡು ಕರ್ನಾಟಕ ಬಡವಾಗಿದೆ. ಒಬ್ಬ ಒಳ್ಳೆಯ ಸ್ನೇಹಿತನಾಗಿದ್ದ ಅವರ ಅಗಲಿಕೆ ವೈಯಕ್ತಿಕವಾಗಿ ತುಂಬಾ ನೋವನ್ನುಂಟು ಮಾಡಿದೆ. ದೇವರು ಅವರ ಆತ್ಮಕ್ಕೆ ಶಾಂತಿ ಕರುಣಿಸಲಿ. <box>172 446 517 491</box>
event-item: ■ ಮಹಾಜನ ಸಮೂಹ ಸಂಸ್ಥೆ: ಕರ್ನಾಟಕ ರಾಜ್ಯೋತ್ಸವ ಕಾರ್ಯಕ್ರಮ ಹಾಗೂ ಸನ್ಮಾನ ಸಮಾರಂಭ, ಸಂಜೆ 5ಕ್ಕೆ. <box>820 1160 1068 1187</box>
event-text: 'ದಿಬ್ಬ ದಿಲ್ಲಿ' ನಾಟಕ ಪ್ರದರ್ಶನ, ನಿರ್ದೇಶನ: ಕೃಷ್ಣ ರಾಯಚೂರು, ಸ್ಥಳ: ಭೂಮಿಗೀತ ರಂಗಮಂದಿರ, ಸಂಜೆ 6.30ಕ್ಕೆ. <box>1083 1190 1440 1217</box>
event-heading: ಕನ್ನಡ ಸಾಹಿತ್ಯ ಪರಿಷತ್: <box>836 1271 920 1283</box>
event-text: ವಿಚಾರ ಸಂಕಿರಣ, ಬೆಳಿಗ್ಗೆ 10.30ಕ್ಕೆ, ಸ್ಥಳ: ಕಾಲೇಜು ಸಭಾಂಗಣ. <box>1171 1347 1382 1359</box>
event-text: ಉಚಿತ ಯೋಗ ಶಿಬಿರ, ಬೆಳಿಗ್ಗೆ 6ಕ್ಕೆ. <box>931 1341 1045 1354</box>
tribute-item <box>172 442 517 513</box>
obituary-3-text: ಮೈಸೂರು, ನ.24-ಮೈಸೂರಿನ ಸಿದ್ದಾರ್ಥನಗರ ನಿವಾಸಿ, ಮಹಾರಾಣಿ ಕಾಲೇಜಿನ ನಿವೃತ್ತ ಪ್ರಾಂಶುಪಾಲರಾದ ಡಾ.ಪಿ.ಎಂ.ಸತ್ಯನಾರಾಯಣ ಅವರು ಇಂದು ನಿಧನರಾದರು. ಅವರಿಗೆ 62 ವರ್ಷ ವಯಸ್ಸಾಗಿತ್ತು. ಮೃತರು ಪತ್ನಿ, ಇಬ್ಬರು ಪುತ್ರರು, ಸಹೋದರ ಸೋದರಿಯರು ಸೇರಿದಂತೆ ಅಪಾರ ಬಂಧು-ಬಳಗವನ್ನು ಅಗಲಿದ್ದಾರೆ. ಮೃತರ ಅಂತ್ಯಕ್ರಿಯೆ ನಾಳೆ (ನ.25) ಮಧ್ಯಾಹ್ನ 2 ಗಂಟೆಗೆ ಕೋಲ್ಮನಕೊಪ್ಪಲು ರುದ್ರಭೂಮಿಯಲ್ಲಿ ನೆರವೇರಲಿದೆ ಎಂದು ಕುಟುಂಬದ ಮೂಲಗಳು ತಿಳಿಸಿವೆ. <box>172 1774 437 1881</box>
event-item: ■ ರಾಮಕೃಷ್ಣ ಆಶ್ರಮ: ಭಜನೆ ಮತ್ತು ಪ್ರವಚನ, ಸಂಜೆ 6.30ಕ್ಕೆ, ಸ್ಥಳ: ಯಾದವಗಿರಿ. <box>543 1411 806 1438</box>
lead-headline <box>530 211 1450 296</box>
event-item: ■ ಎನ್.ಎಸ್.ಎಸ್ ಶಿಬಿರ: ಸಾಂಸ್ಕೃತಿಕ ಕಾರ್ಯಕ್ರಮ, ಬೆಳಿಗ್ಗೆ 9 ರಿಂದ ಸಂಜೆ 4 ರವರೆಗೆ, ಸ್ಥಳ: ಹೆಬ್ಬಾಳ್. <box>820 1125 1068 1152</box>
ambarish-lead-photo <box>718 306 956 518</box>
panchanga-text: ಮಳೆ ನಕ್ಷತ್ರ: ಅನಿರಾಧ 20.11.2018 ರಿಂದ 2.12.2018 ಶ್ರೀ ವಿಳಂಬಿ ನಾಮ ಸಂವತ್ಸರ, ದಕ್ಷಿಣಾಯನ, ಶರದ್ಋತು, ಕಾರ್ತೀಕ ಮಾಸ, ಕೃಷ್ಣ ಪಕ್ಷ, ತಿಥಿ: ದ್ವಿತೀಯ, ನಕ್ಷತ್ರ: ಮೃಗಶಿರ ರಾಹುಕಾಲ: ಸಂಜೆ 4.30 ರಿಂದ 6 ರವರೆಗೆ <box>539 1173 809 1229</box>
event-heading: ಶ್ರೀ ಕೃಷ್ಣ ಗಾನಸಭಾ: <box>832 1019 899 1031</box>
tribute-item <box>172 513 517 568</box>
event-heading: ನಟರಾಜ ಸಭಾಭವನ: <box>555 1563 627 1575</box>
tribute-text: ಹಿರಿಯ ನಟ, ಮಾಜಿ ಸಚಿವ ಮತ್ತು ರೆಬೆಲ್‍ಸ್ಟಾರ್ ನನ್ನ ಗೆಳೆಯ ಅಂಬರೀಶ್ ಅವರ ಸಾವು ದಿಗ್ಭ್ರಮೆ ಉಂಟು ಮಾಡಿದೆ. ತೀರಾ ಅನಿರೀಕ್ಷಿತ ಸಾವು. ಚಿತ್ರರಂಗ ಮತ್ತು ರಾಜಕೀಯ ರಂಗಗಳೆರಡರಲ್ಲಿಯೂ ಜನಮನ ಗೆದ್ದ ನಾಯಕ ಅಂಬರೀಶ್. ನಿಜವಾದ ಅರ್ಥದಲ್ಲಿ ಅಜಾತಶತ್ರು. ಅವರ ಕುಟುಂಬ ಮತ್ತು ಅಭಿಮಾನಿಗಳ ದುಃಖದಲ್ಲಿ ಭಾಗಿಯಾಗಿದ್ದೇನೆ. <box>172 359 517 419</box>
event-text: ಸಂಗೀತ ಸಂಜೆ ಕಾರ್ಯಕ್ರಮ, ಸ್ಥಳ: ಕಲಾಸುರುಚಿ ಸಭಾಂಗಣ, ಸಂಜೆ 6.30ಕ್ಕೆ. <box>1180 1225 1426 1237</box>
page-number: 2 <box>211 172 248 209</box>
event-text: ಉಪನ್ಯಾಸ ಕಾರ್ಯಕ್ರಮ, ಸಂಜೆ 6.30ಕ್ಕೆ, ಸ್ಥಳ: ವಿದ್ಯಾರಣ್ಯಪುರಂ. <box>820 1090 1068 1117</box>
event-item: ■ ಶ್ರೀ ಕೃಷ್ಣ ಗಾನಸಭಾ: ಪಿಟೀಲುಗಳ ಮುಗ್ಗಿಲಾಗ ಟಿ.ಟಿ ಬೆಳ್ಳಿ ಕೃತ್ಯ, ಸಂಜೆ 6ಕ್ಕೆ ಕೃಷ್ಣಗಾನ ಸಭಾ ಸಭಾಂಗಣದಲ್ಲಿ ಕರ್ನಾಟಕ ಶಾಸ್ತ್ರೀಯ ಸಂಗೀತ ಕಾರ್ಯಕ್ರಮ. <box>820 1019 1068 1046</box>
obituary-1-name: ನರಸಿಂಹ <box>289 1572 320 1585</box>
events-list <box>539 1229 809 1588</box>
event-text: ವಿಶೇಷ ಪೂಜೆ ಮತ್ತು ಅಭಿಷೇಕ, ಬೆಳಿಗ್ಗೆ 7ಕ್ಕೆ. <box>1207 1306 1351 1318</box>
event-heading: ಶ್ರೀ ವಿದ್ಯಾರಣ್ಯ ಸಂಸ್ಥೆ: <box>835 1090 907 1102</box>
issue-date: ಭಾನುವಾರ 25 ನವೆಂಬರ್ 2018 <box>1230 178 1450 200</box>
event-item: ■ ವಿಜಯನಗರ ಯೋಗ ಕೇಂದ್ರ: ಉಚಿತ ಯೋಗ ಶಿಬಿರ, ಬೆಳಿಗ್ಗೆ 6ಕ್ಕೆ. <box>543 1542 768 1554</box>
event-text: ಉಚಿತ ಯೋಗ ಶಿಬಿರ, ಬೆಳಿಗ್ಗೆ 6ಕ್ಕೆ. <box>653 1542 768 1554</box>
registration-dot <box>815 2172 828 2185</box>
event-item: ■ ಜೆಎಸ್‍ಎಸ್ ಸಭಾಂಗಣ: ವಿಚಾರ ಸಂಕಿರಣ, ಬೆಳಿಗ್ಗೆ 10ಕ್ಕೆ, ಸ್ಥಳ: ಊಟಿ ರಸ್ತೆ. <box>543 1522 801 1534</box>
varsha-title-b: ಕರಾಳ ತಿಂಗಳುಗಳು... <box>1222 693 1368 717</box>
event-text: ಸಂಗೀತ ಕಾರ್ಯಕ್ರಮ ಹಾಗೂ ನೃತ್ಯ ಪ್ರದರ್ಶನ, ಸಂಜೆ 6ಕ್ಕೆ. <box>604 1466 789 1479</box>
event-item: ■ ಕನ್ನಡ ಸಾಹಿತ್ಯ ಪರಿಷತ್: ಕವಿಗೋಷ್ಠಿ ಮತ್ತು ಪುಸ್ತಕ ಬಿಡುಗಡೆ, ಬೆಳಿಗ್ಗೆ 10.30ಕ್ಕೆ. <box>820 1271 1069 1298</box>
event-item: ■ ಶ್ರೀ ಕೃಷ್ಣ ಗಾನಸಭಾ: ಪಿಟೀಲುಗಳ ಮುಗ್ಗಿಲಾಗ ಟಿ.ಟಿ ಬೆಳ್ಳಿ ಕೃತ್ಯ, ಸಂಜೆ 6ಕ್ಕೆ ಕೃಷ್ಣಗಾನ ಸಭಾ ಸಭಾಂಗಣದಲ್ಲಿ ಕರ್ನಾಟಕ ಶಾಸ್ತ್ರೀಯ ಸಂಗೀತ ಕಾರ್ಯಕ್ರಮ. <box>543 1235 806 1262</box>
event-text: ಕರ್ನಾಟಕ ರಾಜ್ಯೋತ್ಸವ ಕಾರ್ಯಕ್ರಮ ಹಾಗೂ ಸನ್ಮಾನ ಸಮಾರಂಭ, ಸಂಜೆ 5ಕ್ಕೆ. <box>543 1376 806 1403</box>
tribute-signature: -ಸಿದ್ದರಾಮಯ್ಯ, ಮಾಜಿ ಮುಖ್ಯಮಂತ್ರಿ <box>384 423 517 436</box>
event-item: ■ ಶ್ರೀ ವಿದ್ಯಾರಣ್ಯ ಸಂಸ್ಥೆ: ಉಪನ್ಯಾಸ ಕಾರ್ಯಕ್ರಮ, ಸಂಜೆ 6.30ಕ್ಕೆ, ಸ್ಥಳ: ವಿದ್ಯಾರಣ್ಯಪುರಂ. <box>543 1305 806 1332</box>
registration-dot <box>209 2172 222 2185</box>
event-item: ■ ಮೈಸೂರು ಸ್ಟೋನ್ ಕಲೆ: ಶಿಲ್ಪಕಲಾ ಪ್ರದರ್ಶನ, ಸ್ಥಳ: ರೈಲ್ವೆ ಮ್ಯೂಸಿಯಂ, ಬೆಳಿಗ್ಗೆ 10ಕ್ಕೆ. <box>1083 1245 1375 1257</box>
event-heading: ಶ್ರೀ ವಿದ್ಯಾರಣ್ಯ ಸಂಸ್ಥೆ: <box>561 1305 636 1317</box>
tribute-signature: - ಕೆ.ಜೆ.ಜಾರ್ಜ್, ಸಚಿವ. <box>425 835 517 848</box>
event-item: ■ ರಂಗಾಯಣ: ನಾಟಕ ಪ್ರದರ್ಶನ, ಸಂಜೆ 6.30ಕ್ಕೆ, ಸ್ಥಳ: ಭೂಮಿಗೀತ. <box>820 1230 1053 1242</box>
registration-marks-center <box>759 2171 833 2189</box>
tribute-signature: -ಹೆಚ್.ಡಿ.ದೇವೇಗೌಡ, ಮಾಜಿ ಪ್ರಧಾನಿ. <box>375 336 517 349</box>
event-heading: ವಿಜಯನಗರ ಯೋಗ ಕೇಂದ್ರ: <box>832 1341 929 1354</box>
event-heading: ಜನಪರ ವೇದಿಕೆ: <box>1095 1327 1150 1339</box>
obituary-1-photo <box>443 1572 517 1660</box>
tribute-signature: -ಸದಾನಂದಗೌಡ, ಕೇಂದ್ರ ಸಚಿವ <box>406 621 517 634</box>
story2-photo-caption: ಕನ್ನಡ ಮನೆಗೂ ಪಾಠ ಕಲಿತ ಅಂಬಿ... <box>806 874 928 886</box>
event-heading: ಮಹಾಜನ ಸಮೂಹ ಸಂಸ್ಥೆ: <box>559 1376 653 1388</box>
lead-headline-main: ಅಸ್ತಂಗತ <box>981 211 1196 297</box>
event-item: ■ ಶ್ರೀ ಸಾಯಿಬಾಬ ಸಮಿತಿ: ಭಜನೆ ಮತ್ತು ಪ್ರವಚನ, ಬೆಳಿಗ್ಗೆ 9.30ಕ್ಕೆ, ಸ್ಥಳ: ಕುವೆಂಪುನಗರ ಸಾಯಿ ಮಂದಿರ. <box>820 1054 1069 1081</box>
lead-col-a: ಮಂಡ್ಯ, ನ.24(ನಾಗಯ್ಯ)- ಚಿತ್ರ ರಂಗದ 'ಕೆಂಪು ಸೂರ್ಯ' ಎಂದೇ ಅಸ್ತಂಗತರಾಗಿದ್ದಾರೆ. ಅವರ ಅಂತರ ಸಿನಿಮಾ ಮತ್ತು ರಾಜಕೀಯ ರಂಗದಲ್ಲಿ ನಡೆದು ಬಂದ 'ಜಲಕು ಓಲಾ' ಇದ್ದಿದೆ. ಕನ್ನಡ ಸಿನಿಮಾರಂಗದಲ್ಲಿ ಕೃತಜ್ಞರಾಗಿ ಅವರ ಹಾಡು ಸಾಧ್ಯವಾದದ್ದು 'ರೆಬಲ್ ಸ್ಟಾರ್' ಅಂಬರೀಶ್ ಒಬ್ಬರಿಗೇನಾ ರಾಜಕೀಯ ಪ್ರವೇಶಿಸಿ ದ 'ಒಂಟಿ ಸಲಗ' ಸ್ವಭಾವದ ಸರದಾರ ವಿನಿಸಿದ್ದ ಮಾಜಿ ಸಂಸದ ಚಿ.ಎಂ.ವರ ಗೌಡರಿಗೆ ಸೋಲಿನ ರುಚಿ ತೋರಿಸಿ 'ಬ್ಯಾಟರಿ' ಗೆದ್ದು ಬೀಗಿದ ಮಡಿಕ ಸೋತಿದ್ದರು. ಪ್ರವೇಶಿಸಿದ ಮಂಡ್ಯ, ಗಂಡು ಈ ಸಮಾಜದ ತಮ್ಮದ ಪಿಸಿಕೊಂಡಿದ್ದಾರೆ. ಮಂಡ್ಯ ಜಿಲ್ಲೆಯ ರಾಜಕೀಯ ಚರಿತ್ರೆ ಪುಟದಲ್ಲಿ ಅಂಬರೀಶ್ ಹೆಸರು ಶಾಶ್ವತ. <box>530 306 710 493</box>
tribute-item <box>172 1020 517 1092</box>
event-item: ■ ಮಹಾಜನ ಸಮೂಹ ಸಂಸ್ಥೆ: ಕರ್ನಾಟಕ ರಾಜ್ಯೋತ್ಸವ ಕಾರ್ಯಕ್ರಮ ಹಾಗೂ ಸನ್ಮಾನ ಸಮಾರಂಭ, ಸಂಜೆ 5ಕ್ಕೆ. <box>543 1376 806 1403</box>
